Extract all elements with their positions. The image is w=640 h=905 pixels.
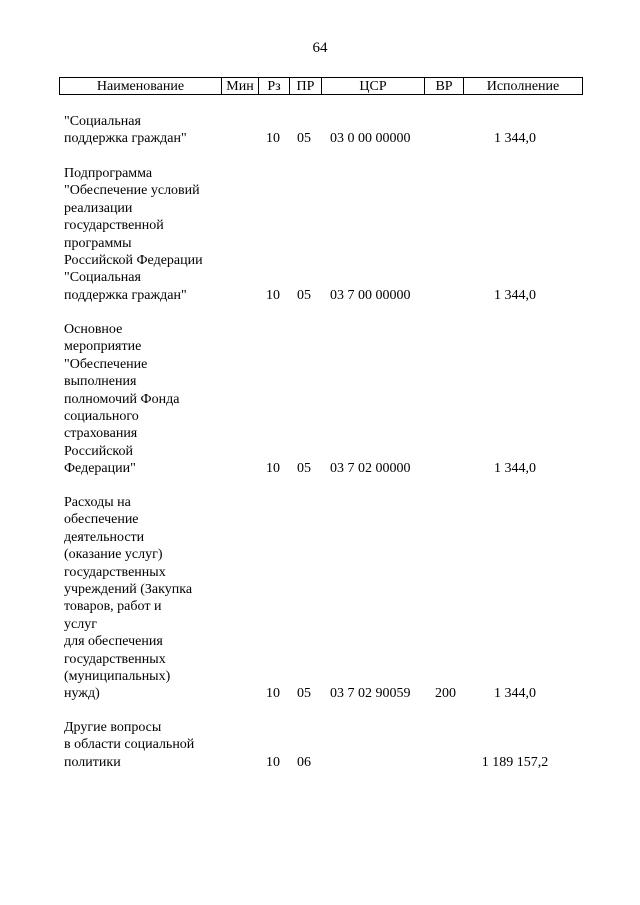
header-name: Наименование bbox=[60, 78, 222, 94]
row-isp: 1 189 157,2 bbox=[481, 754, 549, 770]
row-csr: 03 0 00 00000 bbox=[330, 131, 411, 147]
row-name-line: страхования bbox=[64, 426, 138, 442]
row-csr: 03 7 02 00000 bbox=[330, 461, 411, 477]
row-name-line: поддержка граждан" bbox=[64, 131, 187, 147]
row-name bbox=[64, 321, 224, 478]
row-name-line: (оказание услуг) bbox=[64, 547, 163, 563]
row-rz: 10 bbox=[266, 461, 280, 477]
row-name-line: Другие вопросы bbox=[64, 720, 162, 735]
row-name-line: государственных bbox=[64, 564, 166, 580]
row-name-line: "Социальная bbox=[64, 270, 141, 286]
row-csr: 03 7 02 90059 bbox=[330, 686, 411, 702]
header-csr: ЦСР bbox=[322, 78, 425, 94]
row-pr: 05 bbox=[297, 461, 311, 477]
row-rz: 10 bbox=[266, 131, 280, 147]
table-header bbox=[59, 77, 583, 95]
row-name-line: "Обеспечение условий bbox=[64, 183, 200, 199]
header-min: Мин bbox=[222, 78, 259, 94]
row-csr: 03 7 00 00000 bbox=[330, 287, 411, 303]
row-name-line: учреждений (Закупка bbox=[64, 582, 193, 598]
row-isp: 1 344,0 bbox=[494, 461, 536, 477]
row-name-line: Основное bbox=[64, 322, 123, 337]
row-name-line: "Обеспечение bbox=[64, 356, 148, 372]
row-name-line: (муниципальных) bbox=[64, 669, 171, 685]
row-pr: 05 bbox=[297, 686, 311, 702]
row-name-line: государственных bbox=[64, 651, 166, 667]
row-name bbox=[64, 719, 224, 771]
row-pr: 05 bbox=[297, 287, 311, 303]
row-rz: 10 bbox=[266, 686, 280, 702]
row-name-line: программы bbox=[64, 235, 132, 251]
header-rz: Рз bbox=[259, 78, 290, 94]
row-pr: 06 bbox=[297, 754, 311, 770]
row-name-line: Российской bbox=[64, 443, 133, 459]
row-isp: 1 344,0 bbox=[494, 131, 536, 147]
row-name bbox=[64, 494, 224, 703]
row-rz: 10 bbox=[266, 287, 280, 303]
row-name-line: услуг bbox=[64, 616, 97, 632]
header-isp: Исполнение bbox=[486, 79, 560, 94]
row-name-line: мероприятие bbox=[64, 339, 142, 355]
row-name bbox=[64, 113, 224, 148]
row-name-line: Подпрограмма bbox=[64, 166, 153, 181]
row-name-line: "Социальная bbox=[64, 114, 141, 129]
row-name-line: в области социальной bbox=[64, 737, 195, 753]
row-name bbox=[64, 165, 224, 304]
row-name-line: нужд) bbox=[64, 686, 100, 702]
row-name-line: социального bbox=[64, 409, 139, 425]
row-isp: 1 344,0 bbox=[494, 287, 536, 303]
row-name-line: поддержка граждан" bbox=[64, 287, 187, 303]
row-name-line: полномочий Фонда bbox=[64, 391, 180, 407]
row-name-line: государственной bbox=[64, 218, 164, 234]
header-pr: ПР bbox=[290, 78, 322, 94]
header-vr: ВР bbox=[425, 78, 464, 94]
row-rz: 10 bbox=[266, 754, 280, 770]
row-name-line: товаров, работ и bbox=[64, 599, 162, 615]
row-vr: 200 bbox=[435, 686, 456, 702]
row-isp: 1 344,0 bbox=[494, 686, 536, 702]
row-name-line: обеспечение bbox=[64, 512, 139, 528]
row-pr: 05 bbox=[297, 131, 311, 147]
row-name-line: политики bbox=[64, 754, 121, 770]
row-name-line: выполнения bbox=[64, 374, 137, 390]
row-name-line: для обеспечения bbox=[64, 634, 163, 650]
row-name-line: Федерации" bbox=[64, 461, 136, 477]
row-name-line: деятельности bbox=[64, 529, 145, 545]
page-number: 64 bbox=[312, 40, 328, 56]
row-name-line: Расходы на bbox=[64, 495, 131, 510]
row-name-line: Российской Федерации bbox=[64, 253, 203, 269]
row-name-line: реализации bbox=[64, 200, 133, 216]
